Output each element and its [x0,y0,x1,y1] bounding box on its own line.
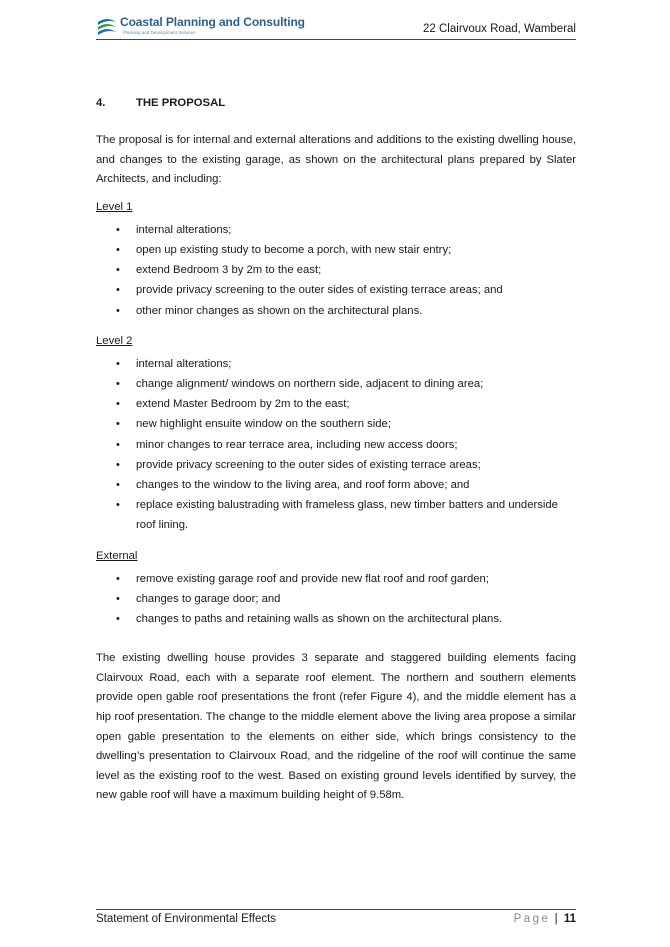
page-separator: | [554,913,558,925]
group-heading-external: External [96,549,138,562]
list-item: • other minor changes as shown on the architectural plans. [96,301,576,321]
list-item: • replace existing balustrading with frameless glass, new timber batters and underside roof lining. [96,495,576,535]
list-item: • open up existing study to become a porch, with new stair entry; [96,240,576,260]
list-item: • change alignment/ windows on northern side, adjacent to dining area; [96,374,576,394]
level-1-list [96,220,576,321]
section-number: 4. [96,97,106,109]
page-indicator [514,913,576,925]
closing-paragraph: The existing dwelling house provides 3 separate and staggered building elements facing Clairvoux Road, each with a separate roof element. The northern and southern elements provide open gable roof presentations the front (refer Figure 4), and the middle element has a hip roof presentation. The change to the middle element above the living area propose a similar open gable presentation to the elements on either side, which brings consistency to the dwelling’s presentation to Clairvoux Road, and the ridgeline of the roof will continue the same level as the existing roof to the west. Based on existing ground levels identified by survey, the new gable roof will have a maximum building height of 9.58m. [96,652,576,802]
document-title: Statement of Environmental Effects [96,913,277,925]
list-item: • internal alterations; [96,220,576,240]
list-item: • remove existing garage roof and provide new flat roof and roof garden; [96,569,576,589]
page-label: Page [513,913,551,925]
company-tagline: Planning and Development Services [123,30,196,35]
page-footer [96,909,576,930]
list-item: • extend Bedroom 3 by 2m to the east; [96,260,576,280]
list-item: • extend Master Bedroom by 2m to the east; [96,394,576,414]
company-logo-icon [96,15,118,37]
list-item: • changes to the window to the living area, and roof form above; and [96,475,576,495]
external-list [96,569,576,630]
page-header [96,12,576,40]
list-item: • new highlight ensuite window on the southern side; [96,414,576,434]
section-heading [96,97,576,109]
list-item: • internal alterations; [96,354,576,374]
intro-paragraph: The proposal is for internal and external alterations and additions to the existing dwelling house, and changes to the existing garage, as shown on the architectural plans prepared by Slater Architects, and including: [96,134,576,186]
company-name: Coastal Planning and Consulting [120,15,305,29]
list-item: • provide privacy screening to the outer sides of existing terrace areas; [96,455,576,475]
list-item: • changes to garage door; and [96,589,576,609]
list-item: • changes to paths and retaining walls as shown on the architectural plans. [96,609,576,629]
section-title: THE PROPOSAL [136,97,226,109]
list-item: • provide privacy screening to the outer sides of existing terrace areas; and [96,280,576,300]
group-heading-level-1: Level 1 [96,200,133,213]
level-2-list [96,354,576,536]
page-number: 11 [563,913,576,925]
list-item: • minor changes to rear terrace area, including new access doors; [96,435,576,455]
main-content [96,97,576,806]
site-address: 22 Clairvoux Road, Wamberal [423,23,576,35]
group-heading-level-2: Level 2 [96,334,133,347]
